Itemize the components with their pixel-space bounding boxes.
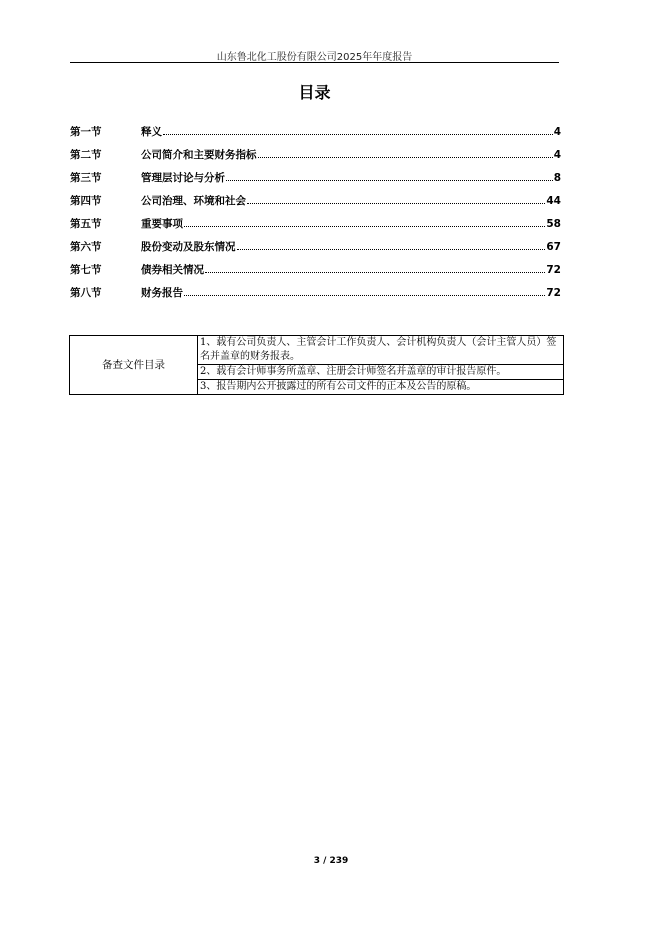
toc-section-number: 第八节 — [70, 287, 102, 299]
toc-section-number: 第七节 — [70, 264, 102, 276]
toc-section-title: 公司简介和主要财务指标 — [141, 149, 257, 161]
toc-entry[interactable] — [70, 166, 561, 189]
page-header: 山东鲁北化工股份有限公司2025年年度报告 — [216, 52, 413, 63]
table-row — [70, 336, 564, 365]
toc-leader-dots — [237, 239, 546, 250]
toc-page-number: 72 — [546, 286, 561, 299]
toc-section-number: 第六节 — [70, 241, 102, 253]
reference-document-item: 1、载有公司负责人、主管会计工作负责人、会计机构负责人（会计主管人员）签名并盖章的财务报表。 — [198, 336, 564, 365]
toc-page-number: 8 — [553, 171, 561, 184]
toc-entry[interactable] — [70, 143, 561, 166]
toc-page-number: 58 — [546, 217, 561, 230]
toc-section-title: 债券相关情况 — [141, 264, 204, 276]
toc-section-number: 第四节 — [70, 195, 102, 207]
toc-page-number: 72 — [546, 263, 561, 276]
toc-leader-dots — [163, 124, 553, 135]
table-of-contents — [70, 120, 561, 304]
toc-title: 目录 — [298, 83, 331, 102]
toc-section-number: 第五节 — [70, 218, 102, 230]
toc-leader-dots — [184, 216, 545, 227]
toc-page-number: 4 — [553, 148, 561, 161]
toc-page-number: 4 — [553, 125, 561, 138]
toc-section-title: 释义 — [141, 126, 162, 138]
toc-section-number: 第一节 — [70, 126, 102, 138]
toc-leader-dots — [205, 262, 545, 273]
toc-leader-dots — [258, 147, 553, 158]
reference-document-item: 3、报告期内公开披露过的所有公司文件的正本及公告的原稿。 — [198, 380, 564, 395]
toc-section-number: 第三节 — [70, 172, 102, 184]
toc-entry[interactable] — [70, 281, 561, 304]
toc-entry[interactable] — [70, 189, 561, 212]
toc-entry[interactable] — [70, 212, 561, 235]
toc-section-title: 重要事项 — [141, 218, 183, 230]
toc-page-number: 44 — [546, 194, 561, 207]
page-number-footer: 3 / 239 — [313, 856, 349, 866]
toc-leader-dots — [184, 285, 545, 296]
reference-documents-label: 备查文件目录 — [70, 336, 198, 395]
toc-leader-dots — [226, 170, 553, 181]
reference-document-item: 2、载有会计师事务所盖章、注册会计师签名并盖章的审计报告原件。 — [198, 365, 564, 380]
header-divider — [70, 62, 559, 63]
toc-leader-dots — [247, 193, 545, 204]
reference-documents-table — [69, 335, 564, 395]
toc-section-title: 财务报告 — [141, 287, 183, 299]
toc-section-title: 股份变动及股东情况 — [141, 241, 236, 253]
toc-section-number: 第二节 — [70, 149, 102, 161]
toc-section-title: 公司治理、环境和社会 — [141, 195, 246, 207]
toc-entry[interactable] — [70, 235, 561, 258]
toc-entry[interactable] — [70, 120, 561, 143]
toc-entry[interactable] — [70, 258, 561, 281]
toc-section-title: 管理层讨论与分析 — [141, 172, 225, 184]
toc-page-number: 67 — [546, 240, 561, 253]
